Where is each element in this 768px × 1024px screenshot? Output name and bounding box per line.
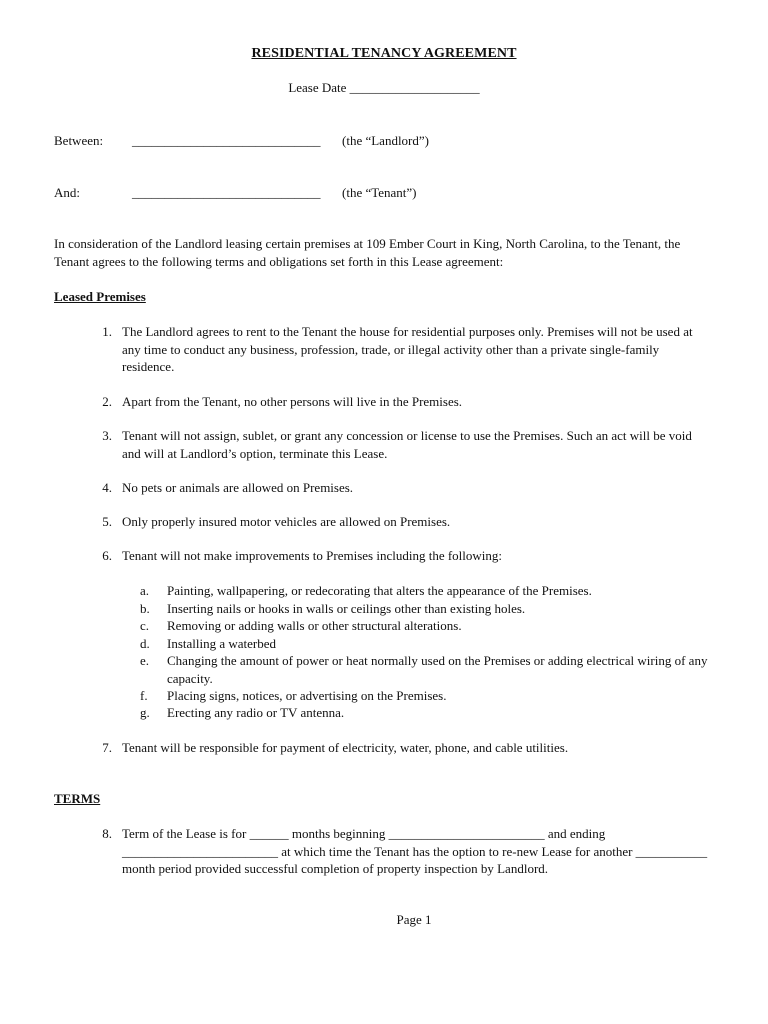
landlord-label: Between: bbox=[54, 133, 104, 148]
sub-item-letter: b. bbox=[140, 601, 150, 616]
item-text: Only properly insured motor vehicles are allowed on Premises. bbox=[122, 514, 451, 529]
item-text: No pets or animals are allowed on Premises. bbox=[122, 480, 354, 495]
lease-date-line: Lease Date ____________________ bbox=[288, 80, 480, 95]
section-heading-leased-premises: Leased Premises bbox=[54, 289, 146, 304]
item-text: Term of the Lease is for ______ months beginning ________________________ and ending ________________________ at which time the Tenant has the option to re-new Lease for another ___________ month period provided successful completion of property inspection by Landlord. bbox=[122, 826, 708, 876]
sub-item-text: Erecting any radio or TV antenna. bbox=[167, 705, 345, 720]
sub-item-letter: d. bbox=[140, 636, 150, 651]
item-number: 2. bbox=[102, 394, 112, 409]
landlord-role: (the “Landlord”) bbox=[342, 133, 429, 148]
page-number: Page 1 bbox=[396, 912, 432, 927]
tenant-party-row bbox=[54, 185, 714, 203]
item-text: Apart from the Tenant, no other persons will live in the Premises. bbox=[122, 394, 463, 409]
tenant-label: And: bbox=[54, 185, 80, 200]
tenant-role: (the “Tenant”) bbox=[342, 185, 417, 200]
item-number: 4. bbox=[102, 480, 112, 495]
item-number: 8. bbox=[102, 826, 112, 841]
item-text: Tenant will be responsible for payment of electricity, water, phone, and cable utilities. bbox=[122, 740, 569, 755]
sub-item-text: Placing signs, notices, or advertising on the Premises. bbox=[167, 688, 447, 703]
item-number: 6. bbox=[102, 548, 112, 563]
item-number: 1. bbox=[102, 324, 112, 339]
item-number: 3. bbox=[102, 428, 112, 443]
item-number: 7. bbox=[102, 740, 112, 755]
sub-item-text: Painting, wallpapering, or redecorating that alters the appearance of the Premises. bbox=[167, 583, 592, 598]
sub-item-text: Installing a waterbed bbox=[167, 636, 277, 651]
section-heading-terms: TERMS bbox=[54, 791, 101, 806]
sub-item-letter: c. bbox=[140, 618, 150, 633]
sub-item-letter: g. bbox=[140, 705, 150, 720]
sub-item-text: Changing the amount of power or heat normally used on the Premises or adding electrical wiring of any capacity. bbox=[167, 653, 708, 686]
sub-item-letter: a. bbox=[140, 583, 150, 598]
item-text: Tenant will not assign, sublet, or grant any concession or license to use the Premises. Such an act will be void and will at Landlord’s option, terminate this Lease. bbox=[122, 428, 692, 461]
tenant-name-blank: _____________________________ bbox=[132, 185, 321, 200]
sub-item-text: Removing or adding walls or other structural alterations. bbox=[167, 618, 462, 633]
intro-paragraph: In consideration of the Landlord leasing certain premises at 109 Ember Court in King, North Carolina, to the Tenant, the Tenant agrees to the following terms and obligations set forth in this Lease agreement: bbox=[54, 236, 681, 269]
landlord-name-blank: _____________________________ bbox=[132, 133, 321, 148]
landlord-party-row bbox=[54, 133, 714, 151]
item-text: The Landlord agrees to rent to the Tenant the house for residential purposes only. Premises will not be used at any time to conduct any business, profession, trade, or illegal activity other than a private single-family residence. bbox=[122, 324, 693, 374]
sub-item-text: Inserting nails or hooks in walls or ceilings other than existing holes. bbox=[167, 601, 526, 616]
sub-item-letter: e. bbox=[140, 653, 150, 668]
item-number: 5. bbox=[102, 514, 112, 529]
document-title: RESIDENTIAL TENANCY AGREEMENT bbox=[251, 46, 517, 61]
sub-item-letter: f. bbox=[140, 688, 148, 703]
item-text: Tenant will not make improvements to Premises including the following: bbox=[122, 548, 503, 563]
